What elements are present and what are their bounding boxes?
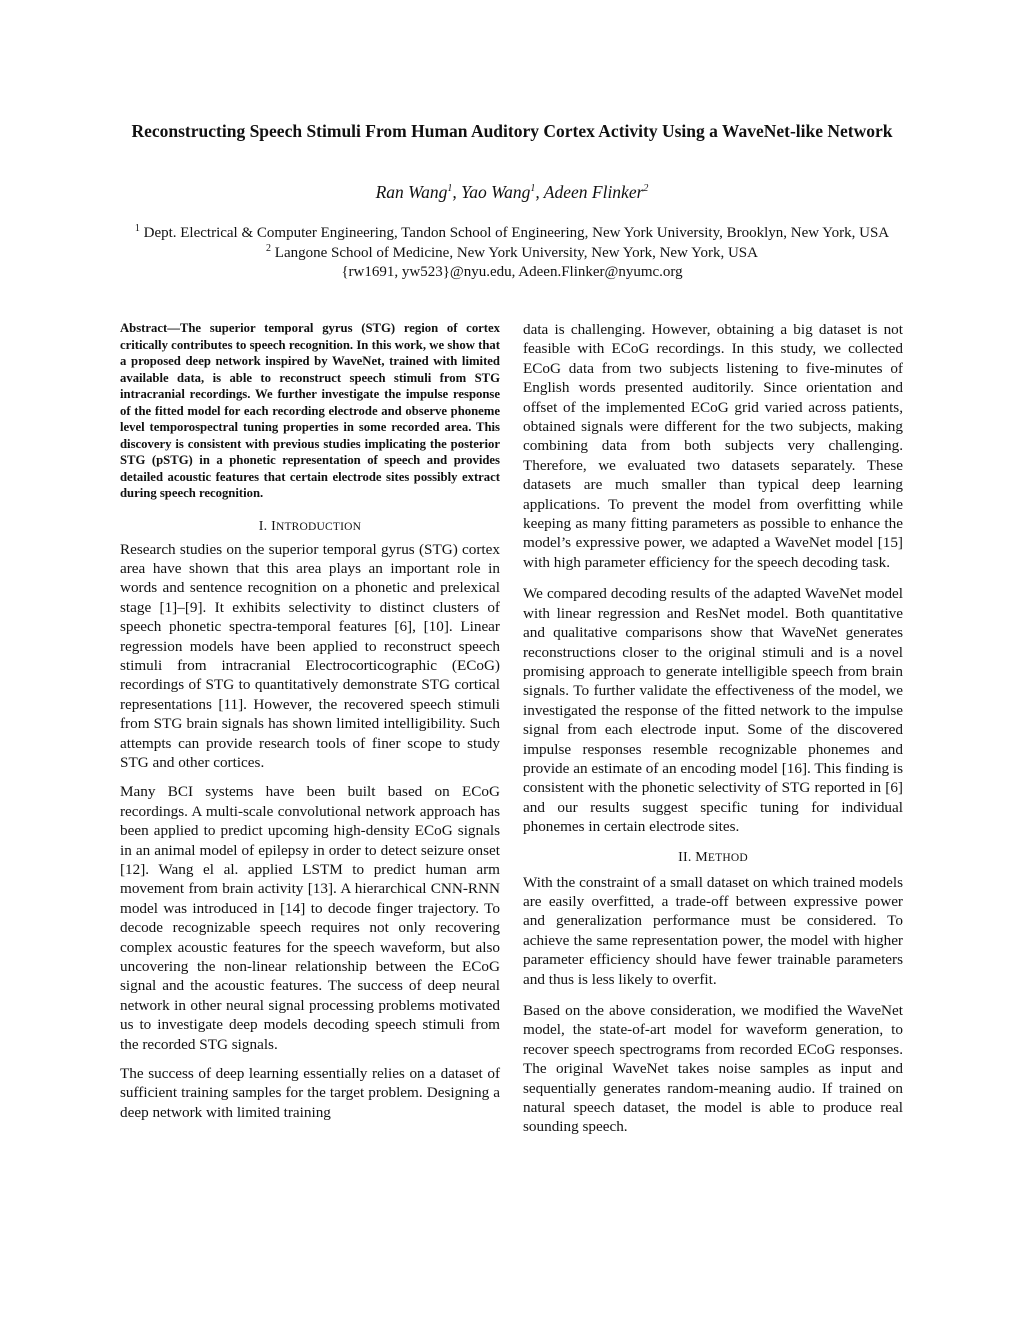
body-paragraph: Based on the above consideration, we modified the WaveNet model, the state-of-art model for waveform generation, to recover speech spectrograms from recorded ECoG responses. The original WaveNet takes noise samples as input and sequentially generates random-meaning audio. If trained on natural speech dataset, the model is able to produce real sounding speech. [523, 1002, 903, 1136]
author-affiliation-mark: 2 [643, 183, 649, 195]
author-list: Ran Wang$^1$, Yao Wang$^1$, Adeen Flinker$^2$ [375, 182, 649, 202]
body-paragraph: Many BCI systems have been built based on ECoG recordings. A multi-scale convolutional network approach has been applied to predict upcoming high-density ECoG signals in an animal model of epilepsy in order to detect seizure onset [12]. Wang el al. applied LSTM to predict human arm movement from brain activity [13]. A hierarchical CNN-RNN model was introduced in [14] to decode finger trajectory. To decode recognizable speech requires not only recovering complex acoustic features for the speech waveform, but also uncovering the non-linear relationship between the ECoG signal and the acoustic features. The success of deep neural network in other neural signal processing problems motivated us to investigate deep models decoding speech stimuli from the recorded STG signals. [120, 783, 500, 1053]
affiliation-mark: 2 [266, 242, 272, 254]
affiliation-text: Dept. Electrical & Computer Engineering, Tandon School of Engineering, New York University, Brooklyn, New York, USA [143, 225, 890, 241]
section-number: I. [258, 518, 268, 534]
section-title-rest: ETHOD [707, 851, 748, 864]
body-paragraph: Research studies on the superior temporal gyrus (STG) cortex area have shown that this area plays an important role in words and sentence recognition on a phonetic and prelexical stage [1]–[9]. It exhibits selectivity to distinct clusters of speech phonetic spectra-temporal features [6], [10]. Linear regression models have been applied to reconstruct speech stimuli from intracranial Electrocorticographic (ECoG) recordings of STG to quantitatively demonstrate STG cortical representations [11]. However, the recovered speech stimuli from STG brain signals has shown limited intelligibility. Such attempts can provide research tools of finer scope to study STG and other cortices. [120, 540, 500, 771]
body-paragraph: We compared decoding results of the adapted WaveNet model with linear regression and ResNet model. Both quantitative and qualitative comparisons show that WaveNet generates reconstructions closer to the original stimuli and is a novel promising approach to generate intelligible speech from brain signals. To further validate the effectiveness of the model, we investigated the response of the fitted network to the impulse signal from each electrode input. Some of the discovered impulse responses resemble recognizable phonemes and provide an estimate of an encoding model [16]. This finding is consistent with the phonetic selectivity of STG reported in [6] and our results suggest specific tuning for individual phonemes in certain electrode sites. [523, 585, 903, 836]
section-title-initial: M [695, 849, 708, 865]
section-heading-method [523, 849, 903, 867]
section-number: II. [678, 849, 692, 865]
paper-title: Reconstructing Speech Stimuli From Human Auditory Cortex Activity Using a WaveNet-like Network [131, 121, 893, 141]
author-name: Adeen Flinker [543, 182, 644, 202]
affiliation-text: Langone School of Medicine, New York University, New York, New York, USA [274, 244, 758, 261]
section-title-rest: NTRODUCTION [275, 520, 362, 533]
section-title-initial: I [271, 518, 276, 534]
body-paragraph: With the constraint of a small dataset on which trained models are easily overfitted, a trade-off between expressive power and generalization performance must be considered. To achieve the same representation power, the model with higher parameter efficiency should have fewer trainable parameters and thus is less likely to overfit. [523, 873, 903, 988]
author-affiliation-mark: 1 [447, 183, 453, 195]
author-name: Yao Wang [461, 182, 531, 202]
author-emails: {rw1691, yw523}@nyu.edu, Adeen.Flinker@nyumc.org [341, 264, 683, 280]
left-column [120, 320, 500, 1132]
affiliation [118, 244, 906, 264]
right-column [523, 320, 903, 1149]
affiliation [118, 224, 906, 244]
affiliations [118, 224, 906, 283]
body-paragraph: The success of deep learning essentially relies on a dataset of sufficient training samples for the target problem. Designing a deep network with limited training [120, 1065, 500, 1121]
abstract: Abstract—The superior temporal gyrus (STG) region of cortex critically contributes to speech recognition. In this work, we show that a proposed deep network inspired by WaveNet, trained with limited available data, is able to reconstruct speech stimuli from STG intracranial recordings. We further investigate the impulse response of the fitted model for each recording electrode and observe phoneme level temporospectral tuning properties in some recorded area. This discovery is consistent with previous studies implicating the posterior STG (pSTG) in a phonetic representation of speech and provides detailed acoustic features that certain electrode sites possibly extract during speech recognition. [120, 321, 500, 500]
section-heading-introduction [120, 518, 500, 536]
affiliation-mark: 1 [134, 223, 140, 234]
author-name: Ran Wang [375, 182, 448, 202]
body-paragraph: data is challenging. However, obtaining a big dataset is not feasible with ECoG recordings. In this study, we collected ECoG data from two subjects listening to five-minutes of English words presented auditorily. Since orientation and offset of the implemented ECoG grid varied across patients, obtained signals were different for the two subjects, making combining data from both subjects very challenging. Therefore, we evaluated two datasets separately. These datasets are much smaller than typical deep learning applications. To prevent the model from overfitting while keeping as many fitting parameters as possible to enhance the model’s expressive power, we adapted a WaveNet model [15] with high parameter efficiency for the speech decoding task. [523, 321, 903, 571]
author-affiliation-mark: 1 [530, 183, 536, 195]
